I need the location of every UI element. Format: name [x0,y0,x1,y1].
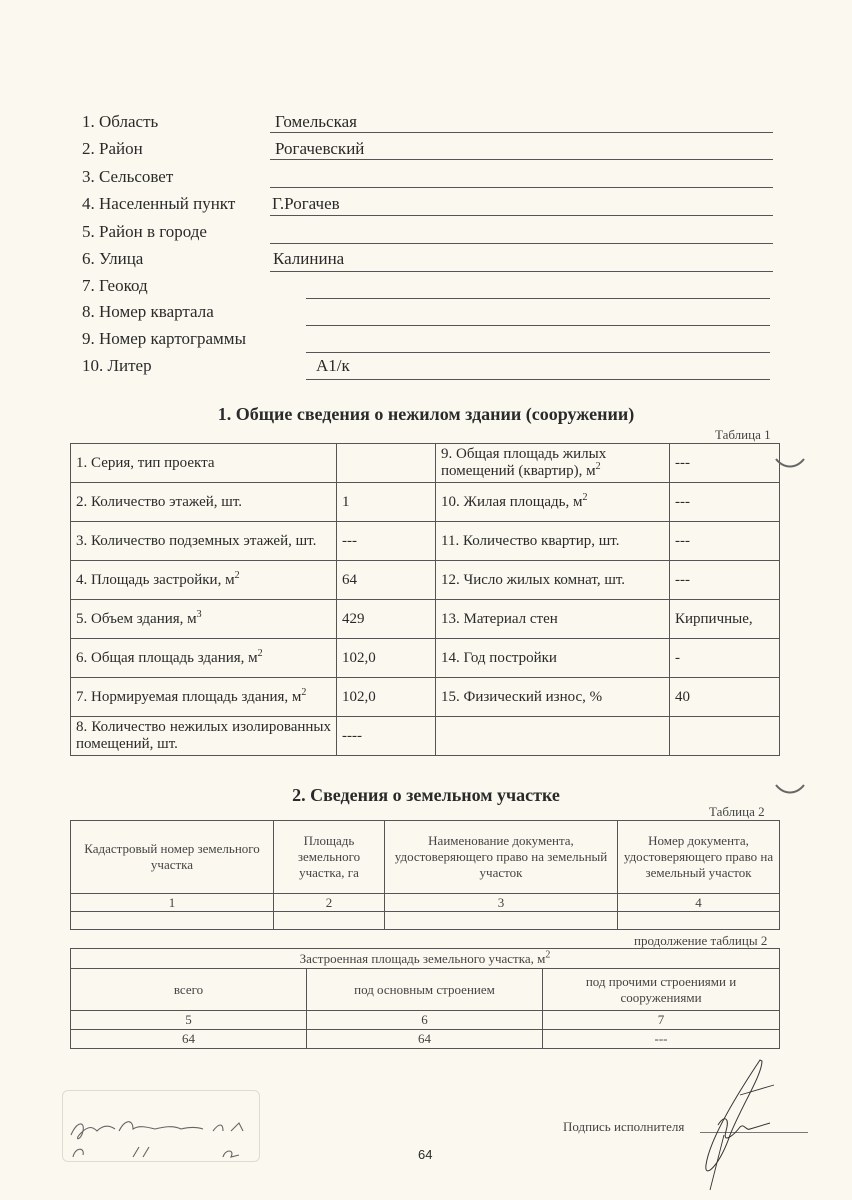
land-plot-table [70,820,780,930]
table-row [71,600,780,639]
handwritten-stamp-signature [63,1091,259,1161]
cell-value [618,912,780,930]
cell-value: Кирпичные, [670,600,780,639]
column-number-row [71,1011,780,1030]
table-row [71,678,780,717]
cell-label: 6. Общая площадь здания, $м^2$ [71,639,337,678]
table-1-caption: Таблица 1 [715,427,771,442]
built-area-table [70,948,780,1049]
table-row [71,483,780,522]
cell-label: 12. Число жилых комнат, шт. [436,561,670,600]
cell-value: 40 [670,678,780,717]
underline [306,352,770,353]
cell-label: 2. Количество этажей, шт. [71,483,337,522]
address-label: 10. Литер [82,356,152,375]
cell-label: 11. Количество квартир, шт. [436,522,670,561]
table-row [71,639,780,678]
address-label: 1. Область [82,112,159,131]
column-header: Кадастровый номер земельного участка [71,821,274,894]
underline [306,298,770,299]
table-row [71,717,780,756]
table-row [71,912,780,930]
table-2-caption: Таблица 2 [709,804,765,819]
table-row [71,444,780,483]
column-header: Площадь земельного участка, га [274,821,385,894]
cell-value [71,912,274,930]
certification-stamp [62,1090,260,1162]
cell-value: - [670,639,780,678]
cell-label: 3. Количество подземных этажей, шт. [71,522,337,561]
address-label: 8. Номер квартала [82,302,214,321]
underline [306,379,770,380]
column-number: 6 [307,1011,543,1030]
column-header: под основным строением [307,969,543,1011]
cell-value: 102,0 [337,678,436,717]
cell-label: 4. Площадь застройки, $м^2$ [71,561,337,600]
underline [270,159,773,160]
punch-hole-mark [770,775,810,805]
address-label: 9. Номер картограммы [82,329,246,348]
cell-value: --- [670,522,780,561]
address-value: Рогачевский [275,139,365,158]
address-label: 5. Район в городе [82,222,207,241]
column-header: всего [71,969,307,1011]
cell-value: 64 [71,1030,307,1049]
cell-label [436,717,670,756]
building-info-table [70,443,780,756]
underline [270,243,773,244]
section-2-title: 2. Сведения о земельном участке [292,785,560,805]
table-row [71,522,780,561]
cell-value [274,912,385,930]
column-header: Номер документа, удостоверяющего право на земельный участок [618,821,780,894]
cell-value: 102,0 [337,639,436,678]
underline [306,325,770,326]
cell-value [385,912,618,930]
cell-value: --- [670,483,780,522]
address-value: А1/к [316,356,350,375]
cell-value: ---- [337,717,436,756]
cell-label: 5. Объем здания, $м^3$ [71,600,337,639]
table-header-row [71,969,780,1011]
cell-value: 1 [337,483,436,522]
column-number: 1 [71,894,274,912]
underline [270,132,773,133]
page-number: 64 [418,1147,433,1162]
table-row [71,1030,780,1049]
cell-label: 14. Год постройки [436,639,670,678]
cell-label: 15. Физический износ, % [436,678,670,717]
cell-value: --- [670,561,780,600]
executor-signature [690,1055,780,1195]
cell-value: 64 [337,561,436,600]
cell-value: 429 [337,600,436,639]
table-header-row [71,821,780,894]
column-number: 3 [385,894,618,912]
address-value: Гомельская [275,112,357,131]
underline [270,215,773,216]
punch-hole-mark [770,445,810,475]
cell-value: --- [337,522,436,561]
cell-value [670,717,780,756]
cell-label: 1. Серия, тип проекта [71,444,337,483]
column-number: 2 [274,894,385,912]
cell-label: 13. Материал стен [436,600,670,639]
group-header-row [71,949,780,969]
address-label: 3. Сельсовет [82,167,174,186]
cell-label: 7. Нормируемая площадь здания, $м^2$ [71,678,337,717]
address-label: 4. Населенный пункт [82,194,236,213]
cell-value: --- [670,444,780,483]
underline [270,187,773,188]
underline [270,271,773,272]
section-1-title: 1. Общие сведения о нежилом здании (сооружении) [217,404,635,424]
cell-value [337,444,436,483]
address-label: 6. Улица [82,249,144,268]
table-2-continuation-caption: продолжение таблицы 2 [634,933,768,948]
cell-label: 10. Жилая площадь, $м^2$ [436,483,670,522]
address-label: 2. Район [82,139,143,158]
address-value: Г.Рогачев [272,194,340,213]
signature-label: Подпись исполнителя [563,1119,685,1134]
column-number: 4 [618,894,780,912]
cell-label: 9. Общая площадь жилых помещений (квартир), $м^2$ [436,444,670,483]
cell-value: --- [543,1030,780,1049]
cell-value: 64 [307,1030,543,1049]
group-header: Застроенная площадь земельного участка, $м^2$ [71,949,780,969]
address-label: 7. Геокод [82,276,148,295]
table-row [71,561,780,600]
column-number-row [71,894,780,912]
column-number: 5 [71,1011,307,1030]
column-header: под прочими строениями и сооружениями [543,969,780,1011]
column-header: Наименование документа, удостоверяющего право на земельный участок [385,821,618,894]
column-number: 7 [543,1011,780,1030]
cell-label: 8. Количество нежилых изолированных помещений, шт. [71,717,337,756]
address-value: Калинина [273,249,345,268]
